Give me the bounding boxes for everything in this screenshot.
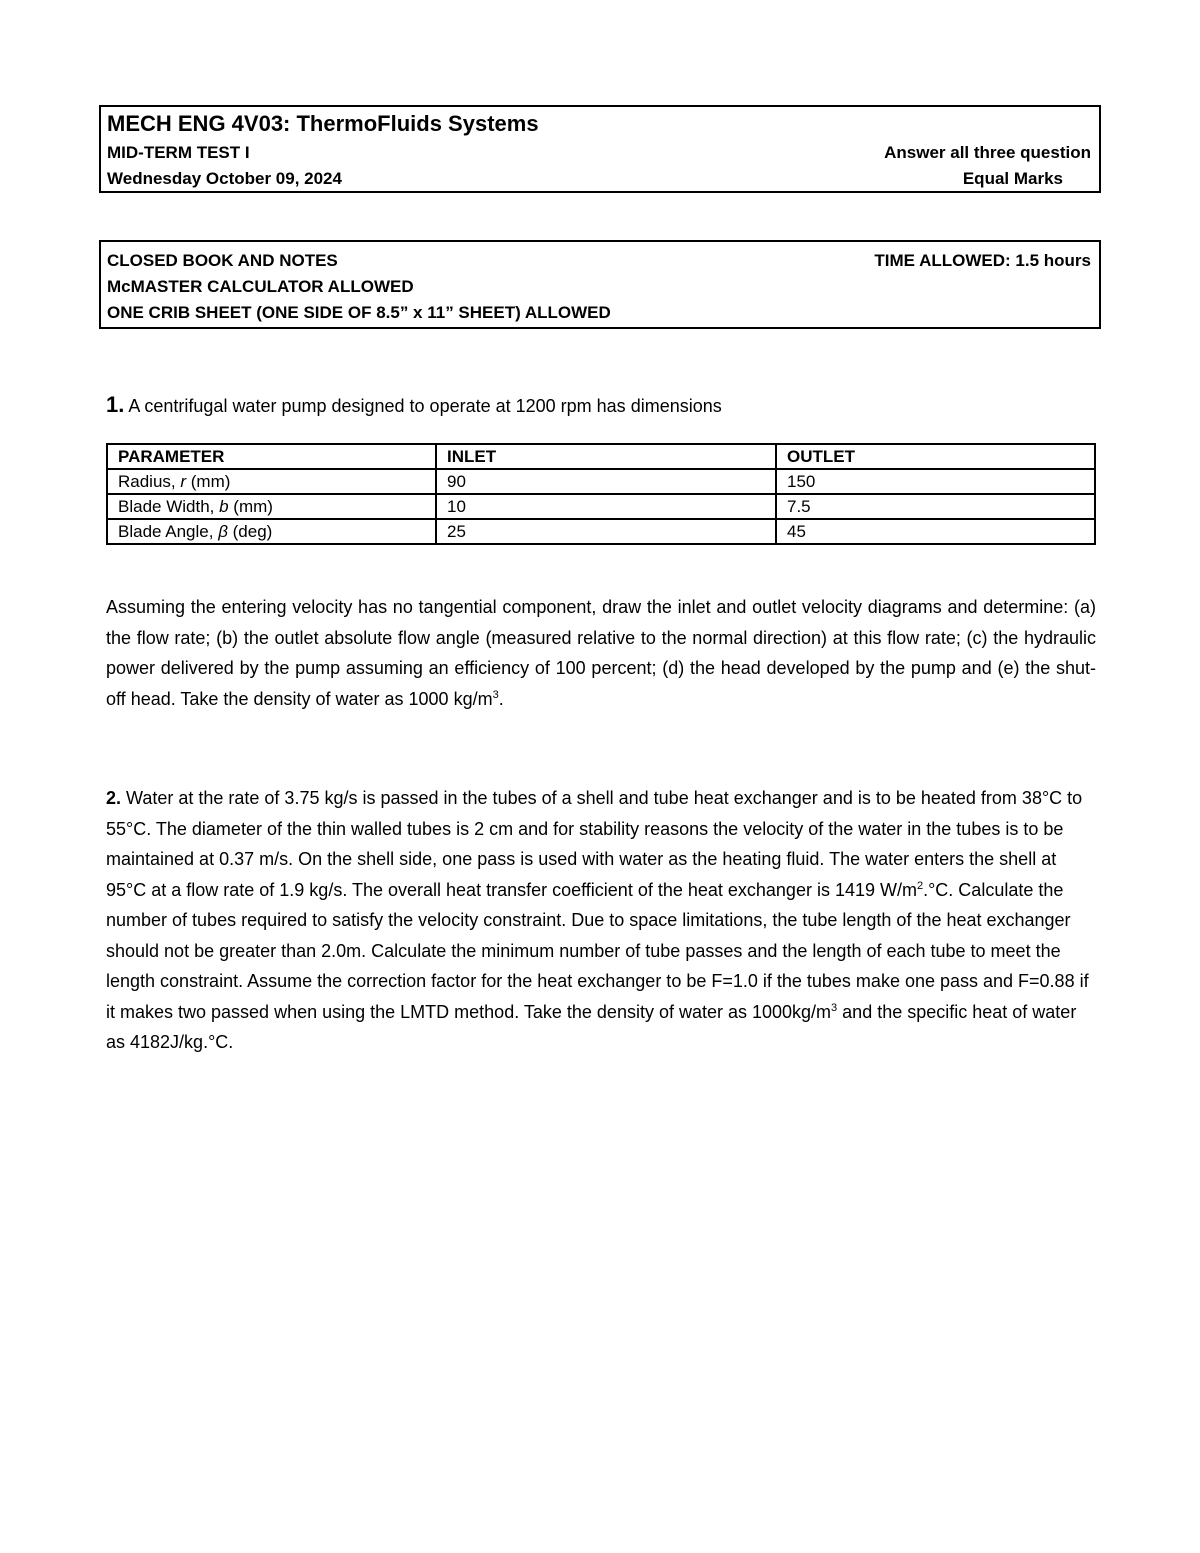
parameter-cell: Radius, r (mm) <box>107 469 436 494</box>
outlet-cell: 150 <box>776 469 1095 494</box>
closed-book-rule: CLOSED BOOK AND NOTES <box>107 251 338 270</box>
date-row <box>107 169 1091 189</box>
question-2-number: 2. <box>106 788 122 808</box>
question-2: 2. Water at the rate of 3.75 kg/s is passed in the tubes of a shell and tube heat exchanger and is to be heated from 38°C to 55°C. The diameter of the thin walled tubes is 2 cm and for stability reasons the velocity of the water in the tubes is to be maintained at 0.37 m/s. On the shell side, one pass is used with water as the heating fluid. The water enters the shell at 95°C at a flow rate of 1.9 kg/s. The overall heat transfer coefficient of the heat exchanger is 1419 $W/m^2.^\circ C$. Calculate the number of tubes required to satisfy the velocity constraint. Due to space limitations, the tube length of the heat exchanger should not be greater than 2.0m. Calculate the minimum number of tube passes and the length of each tube to meet the length constraint. Assume the correction factor for the heat exchanger to be F=1.0 if the tubes make one pass and F=0.88 if it makes two passed when using the LMTD method. Take the density of water as $1000kg/m^3$ and the specific heat of water as 4182J/kg.°C. <box>106 788 1089 1052</box>
test-row <box>107 143 1091 163</box>
crib-sheet-rule: ONE CRIB SHEET (ONE SIDE OF 8.5” x 11” SHEET) ALLOWED <box>107 303 611 322</box>
inlet-cell: 90 <box>436 469 776 494</box>
calculator-rule: McMASTER CALCULATOR ALLOWED <box>107 277 414 296</box>
exam-header-box <box>99 105 1101 193</box>
table-header-row <box>107 444 1095 469</box>
inlet-cell: 10 <box>436 494 776 519</box>
table-row <box>107 494 1095 519</box>
table-row <box>107 519 1095 544</box>
inlet-cell: 25 <box>436 519 776 544</box>
marks-note: Equal Marks <box>962 169 1063 188</box>
question-1-intro-text: A centrifugal water pump designed to operate at 1200 rpm has dimensions <box>128 396 722 416</box>
table-header: INLET <box>436 444 776 469</box>
course-title: MECH ENG 4V03: ThermoFluids Systems <box>107 111 539 136</box>
table-row <box>107 469 1095 494</box>
test-name: MID-TERM TEST I <box>107 143 250 162</box>
test-date: Wednesday October 09, 2024 <box>107 169 342 188</box>
table-header: OUTLET <box>776 444 1095 469</box>
question-1-body: Assuming the entering velocity has no tangential component, draw the inlet and outlet velocity diagrams and determine: (a) the flow rate; (b) the outlet absolute flow angle (measured relative to the normal direction) at this flow rate; (c) the hydraulic power delivered by the pump assuming an efficiency of 100 percent; (d) the head developed by the pump and (e) the shut-off head. Take the density of water as 1000 $kg/m^3$. <box>106 597 1096 709</box>
outlet-cell: 45 <box>776 519 1095 544</box>
time-allowed: TIME ALLOWED: 1.5 hours <box>874 251 1091 270</box>
parameter-cell: Blade Width, b (mm) <box>107 494 436 519</box>
outlet-cell: 7.5 <box>776 494 1095 519</box>
rules-row-1 <box>107 251 1091 271</box>
question-1-number: 1. <box>106 392 125 417</box>
parameter-cell: Blade Angle, β (deg) <box>107 519 436 544</box>
exam-rules-box <box>99 240 1101 329</box>
table-header: PARAMETER <box>107 444 436 469</box>
answer-instructions: Answer all three question <box>884 143 1091 162</box>
question-1-intro <box>106 390 1096 422</box>
pump-parameters-table <box>106 443 1096 545</box>
